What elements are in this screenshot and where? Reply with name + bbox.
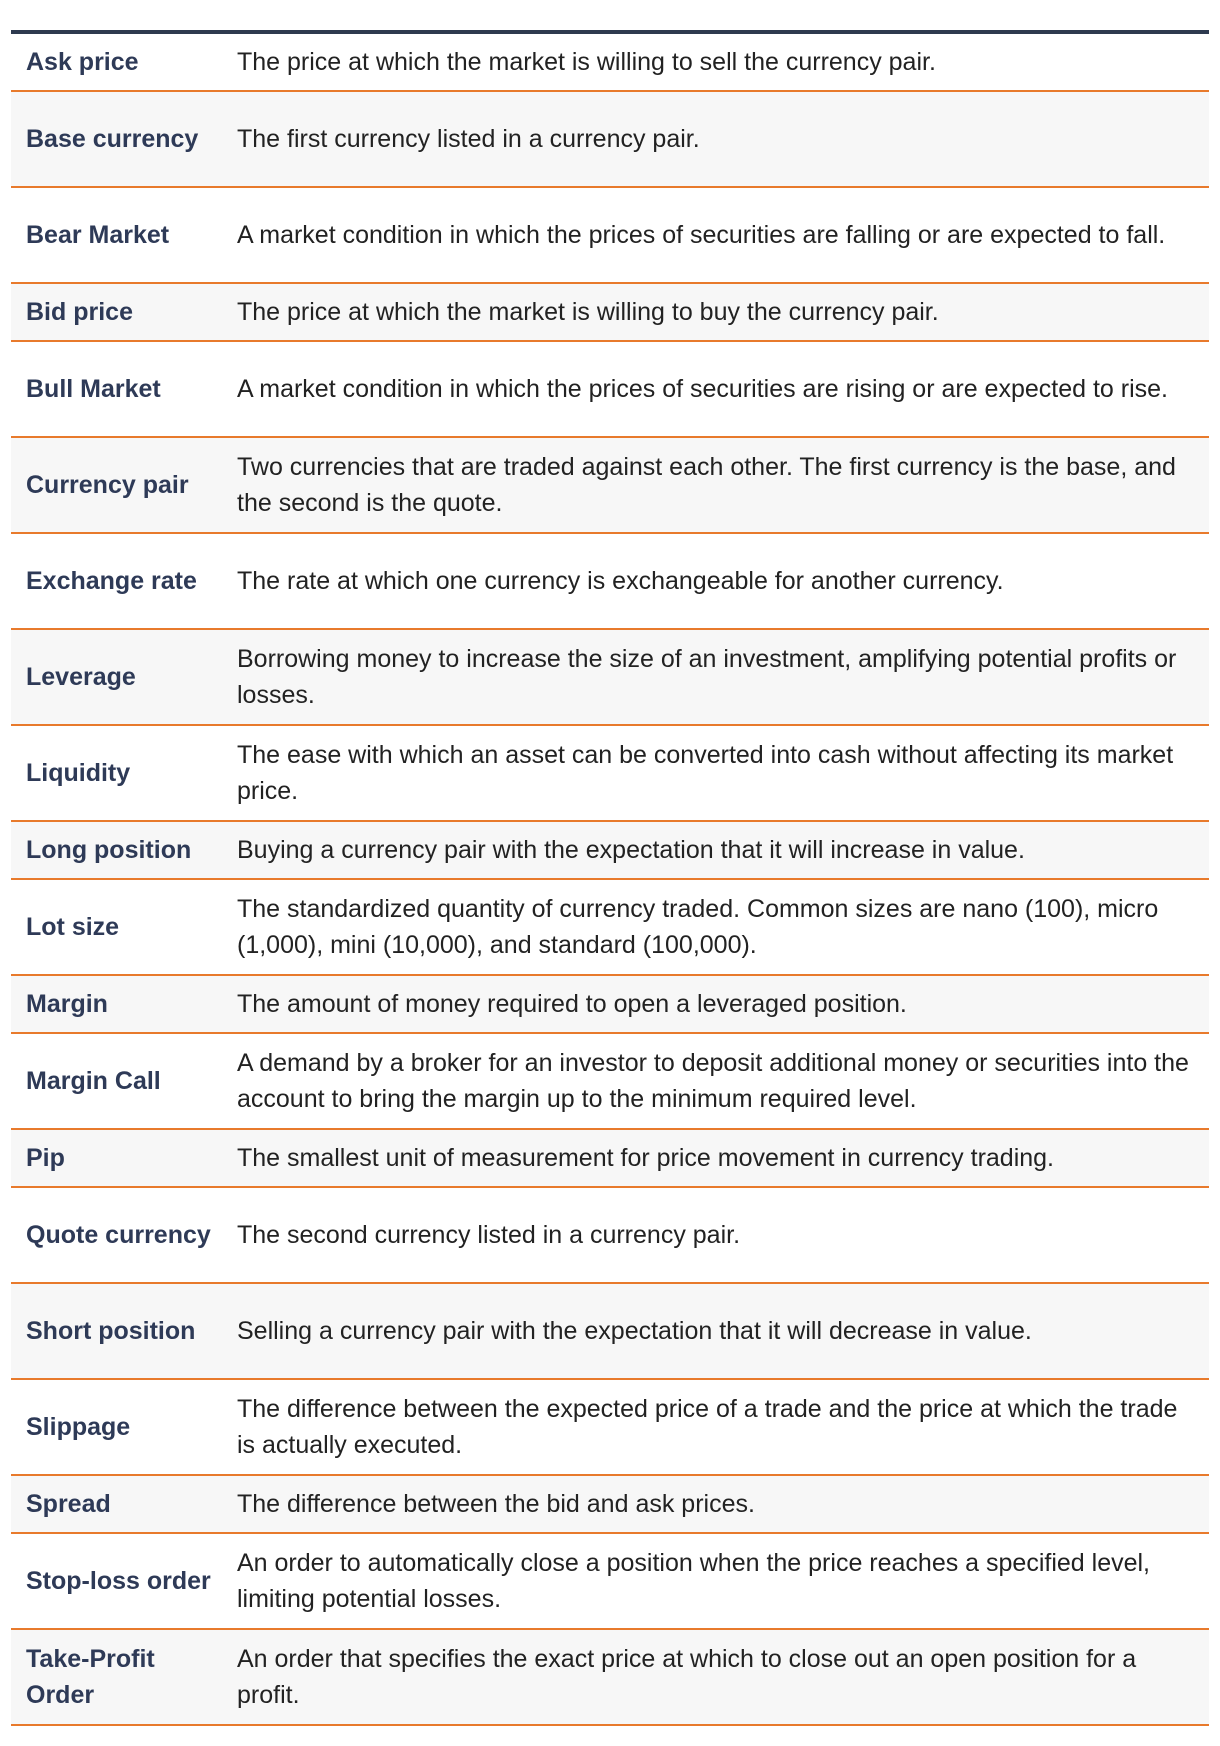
definition-cell: The ease with which an asset can be converted into cash without affecting its market price. xyxy=(237,741,1174,805)
definition-cell: An order that specifies the exact price at which to close out an open position for a profit. xyxy=(237,1645,1137,1709)
term-cell: Bid price xyxy=(26,298,133,326)
table-row xyxy=(11,342,1209,438)
term-cell: Lot size xyxy=(26,913,120,941)
definition-cell: The smallest unit of measurement for price movement in currency trading. xyxy=(237,1144,1055,1172)
table-row xyxy=(11,1630,1209,1726)
term-cell: Long position xyxy=(26,836,192,864)
definition-cell: The price at which the market is willing to sell the currency pair. xyxy=(237,48,936,76)
definition-cell: Two currencies that are traded against each other. The first currency is the base, and the second is the quote. xyxy=(237,453,1176,517)
table-row xyxy=(11,1380,1209,1476)
term-cell: Short position xyxy=(26,1317,196,1345)
definition-cell: A market condition in which the prices of securities are falling or are expected to fall. xyxy=(237,221,1166,249)
table-row xyxy=(11,34,1209,92)
table-row xyxy=(11,630,1209,726)
table-row xyxy=(11,880,1209,976)
table-row xyxy=(11,188,1209,284)
table-row xyxy=(11,284,1209,342)
term-cell: Slippage xyxy=(26,1413,131,1441)
table-row xyxy=(11,1534,1209,1630)
table-row xyxy=(11,1034,1209,1130)
table-row xyxy=(11,726,1209,822)
table-row xyxy=(11,1284,1209,1380)
term-cell: Margin Call xyxy=(26,1067,161,1095)
definition-cell: The price at which the market is willing to buy the currency pair. xyxy=(237,298,939,326)
term-cell: Quote currency xyxy=(26,1221,211,1249)
definition-cell: The first currency listed in a currency pair. xyxy=(237,125,700,153)
table-row xyxy=(11,1130,1209,1188)
definition-cell: Selling a currency pair with the expectation that it will decrease in value. xyxy=(237,1317,1032,1345)
term-cell: Pip xyxy=(26,1144,65,1172)
term-cell: Leverage xyxy=(26,663,136,691)
term-cell: Currency pair xyxy=(26,471,189,499)
definition-cell: Borrowing money to increase the size of an investment, amplifying potential profits or losses. xyxy=(237,645,1177,709)
table-row xyxy=(11,822,1209,880)
term-cell: Bull Market xyxy=(26,375,161,403)
term-cell: Take-Profit Order xyxy=(26,1645,155,1709)
definition-cell: The difference between the expected price of a trade and the price at which the trade is actually executed. xyxy=(237,1395,1178,1459)
term-cell: Stop-loss order xyxy=(26,1567,211,1595)
table-row xyxy=(11,1476,1209,1534)
term-cell: Liquidity xyxy=(26,759,131,787)
definition-cell: Buying a currency pair with the expectation that it will increase in value. xyxy=(237,836,1025,864)
table-row xyxy=(11,1188,1209,1284)
table-row xyxy=(11,976,1209,1034)
glossary-table xyxy=(11,30,1209,1726)
table-row xyxy=(11,534,1209,630)
definition-cell: The second currency listed in a currency pair. xyxy=(237,1221,741,1249)
definition-cell: The amount of money required to open a leveraged position. xyxy=(237,990,907,1018)
term-cell: Exchange rate xyxy=(26,567,197,595)
definition-cell: The rate at which one currency is exchangeable for another currency. xyxy=(237,567,1004,595)
term-cell: Base currency xyxy=(26,125,199,153)
term-cell: Ask price xyxy=(26,48,139,76)
term-cell: Margin xyxy=(26,990,108,1018)
definition-cell: An order to automatically close a position when the price reaches a specified level, limiting potential losses. xyxy=(237,1549,1151,1613)
definition-cell: The difference between the bid and ask prices. xyxy=(237,1490,755,1518)
definition-cell: A market condition in which the prices of securities are rising or are expected to rise. xyxy=(237,375,1168,403)
table-row xyxy=(11,92,1209,188)
term-cell: Bear Market xyxy=(26,221,170,249)
definition-cell: The standardized quantity of currency traded. Common sizes are nano (100), micro (1,000), mini (10,000), and standard (100,000). xyxy=(237,895,1159,959)
table-row xyxy=(11,438,1209,534)
definition-cell: A demand by a broker for an investor to deposit additional money or securities into the account to bring the margin up to the minimum required level. xyxy=(237,1049,1189,1113)
term-cell: Spread xyxy=(26,1490,111,1518)
